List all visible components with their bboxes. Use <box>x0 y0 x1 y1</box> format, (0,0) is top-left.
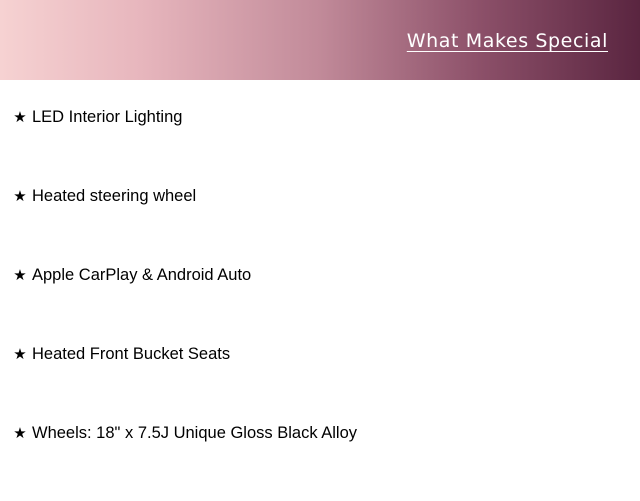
star-icon: ★ <box>13 187 27 205</box>
list-item-label: LED Interior Lighting <box>32 108 183 126</box>
list-item <box>0 264 640 343</box>
list-item <box>0 80 640 185</box>
list-item <box>0 422 640 501</box>
list-item-label: Heated Front Bucket Seats <box>32 345 231 363</box>
list-item-label: Apple CarPlay & Android Auto <box>32 266 252 284</box>
star-icon: ★ <box>13 345 27 363</box>
star-icon: ★ <box>13 108 27 126</box>
feature-bullet-list <box>0 80 640 501</box>
star-icon: ★ <box>13 424 27 442</box>
list-item <box>0 185 640 264</box>
list-item-label: Wheels: 18" x 7.5J Unique Gloss Black Alloy <box>32 424 358 442</box>
list-item <box>0 343 640 422</box>
star-icon: ★ <box>13 266 27 284</box>
page-title: What Makes Special <box>406 30 608 52</box>
list-item-label: Heated steering wheel <box>32 187 197 205</box>
